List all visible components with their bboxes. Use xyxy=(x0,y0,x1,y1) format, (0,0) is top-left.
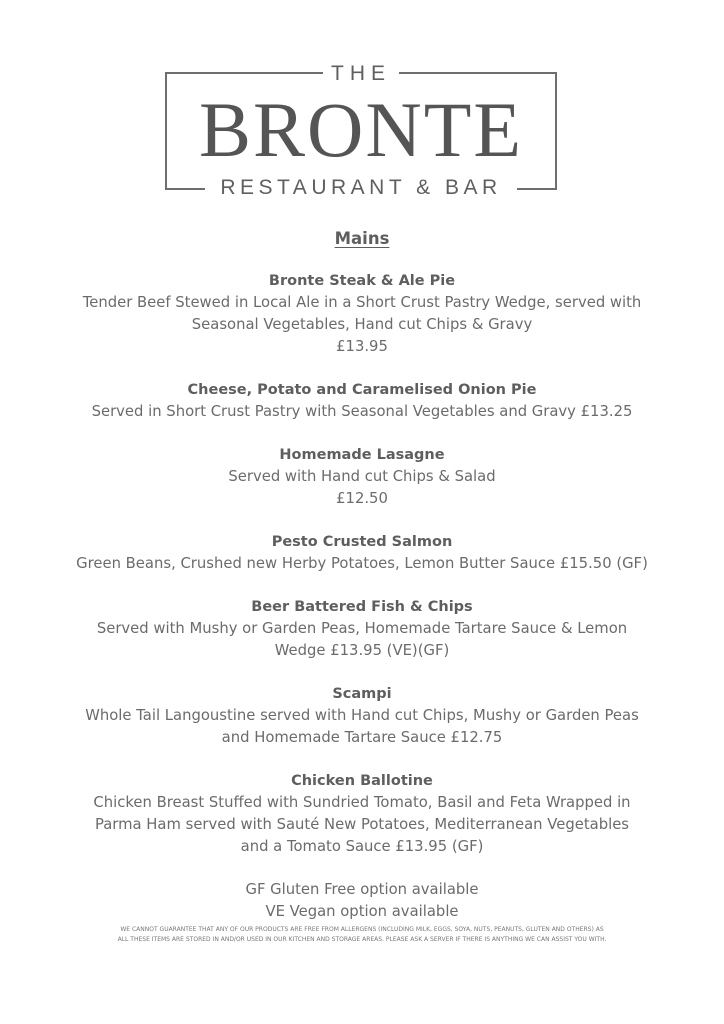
menu-footer xyxy=(0,879,724,945)
disclaimer-line: WE CANNOT GUARANTEE THAT ANY OF OUR PRODUCTS ARE FREE FROM ALLERGENS (INCLUDING MILK, EGGS, SOYA, NUTS, PEANUTS, GLUTEN AND OTHERS) AS xyxy=(120,926,604,933)
dish-description-line: Served with Hand cut Chips & Salad xyxy=(228,468,496,485)
dish-item xyxy=(0,444,724,510)
dish-name: Beer Battered Fish & Chips xyxy=(251,599,473,615)
dish-description-line: Wedge £13.95 (VE)(GF) xyxy=(274,642,450,659)
allergen-disclaimer xyxy=(82,925,642,945)
menu-content xyxy=(0,228,724,945)
dish-description-line: Whole Tail Langoustine served with Hand cut Chips, Mushy or Garden Peas xyxy=(85,707,639,724)
dish-description-line: Chicken Breast Stuffed with Sundried Tomato, Basil and Feta Wrapped in xyxy=(93,794,631,811)
dish-name: Scampi xyxy=(332,686,392,702)
dish-item xyxy=(0,270,724,358)
dish-description-line: and Homemade Tartare Sauce £12.75 xyxy=(221,729,503,746)
dish-price: £12.50 xyxy=(336,490,388,507)
dish-description-line: Served in Short Crust Pastry with Seasonal Vegetables and Gravy £13.25 xyxy=(91,403,633,420)
dish-description-line: and a Tomato Sauce £13.95 (GF) xyxy=(240,838,484,855)
vegan-note: VE Vegan option available xyxy=(265,903,459,920)
dish-item xyxy=(0,531,724,575)
logo-the: THE xyxy=(331,62,391,85)
dish-item xyxy=(0,683,724,749)
logo-subtitle: RESTAURANT & BAR xyxy=(220,176,502,199)
dish-price: £13.95 xyxy=(336,338,388,355)
restaurant-logo xyxy=(165,60,557,199)
section-title: Mains xyxy=(334,229,390,248)
dish-item xyxy=(0,379,724,423)
dish-name: Homemade Lasagne xyxy=(279,447,445,463)
dish-description-line: Seasonal Vegetables, Hand cut Chips & Gravy xyxy=(191,316,533,333)
dish-name: Chicken Ballotine xyxy=(291,773,433,789)
logo-name: BRONTE xyxy=(199,86,523,173)
dish-description-line: Served with Mushy or Garden Peas, Homemade Tartare Sauce & Lemon xyxy=(96,620,628,637)
disclaimer-line: ALL THESE ITEMS ARE STORED IN AND/OR USED IN OUR KITCHEN AND STORAGE AREAS. PLEASE ASK A SERVER IF THERE IS ANYTHING WE CAN ASSIST YOU WITH. xyxy=(117,936,607,943)
dish-item xyxy=(0,596,724,662)
dish-name: Cheese, Potato and Caramelised Onion Pie xyxy=(187,382,537,398)
dish-description-line: Green Beans, Crushed new Herby Potatoes, Lemon Butter Sauce £15.50 (GF) xyxy=(76,555,648,572)
dish-name: Bronte Steak & Ale Pie xyxy=(268,273,456,289)
dish-name: Pesto Crusted Salmon xyxy=(271,534,453,550)
gluten-free-note: GF Gluten Free option available xyxy=(245,881,479,898)
dish-description-line: Parma Ham served with Sauté New Potatoes, Mediterranean Vegetables xyxy=(94,816,630,833)
dish-description-line: Tender Beef Stewed in Local Ale in a Short Crust Pastry Wedge, served with xyxy=(82,294,642,311)
dish-item xyxy=(0,770,724,858)
